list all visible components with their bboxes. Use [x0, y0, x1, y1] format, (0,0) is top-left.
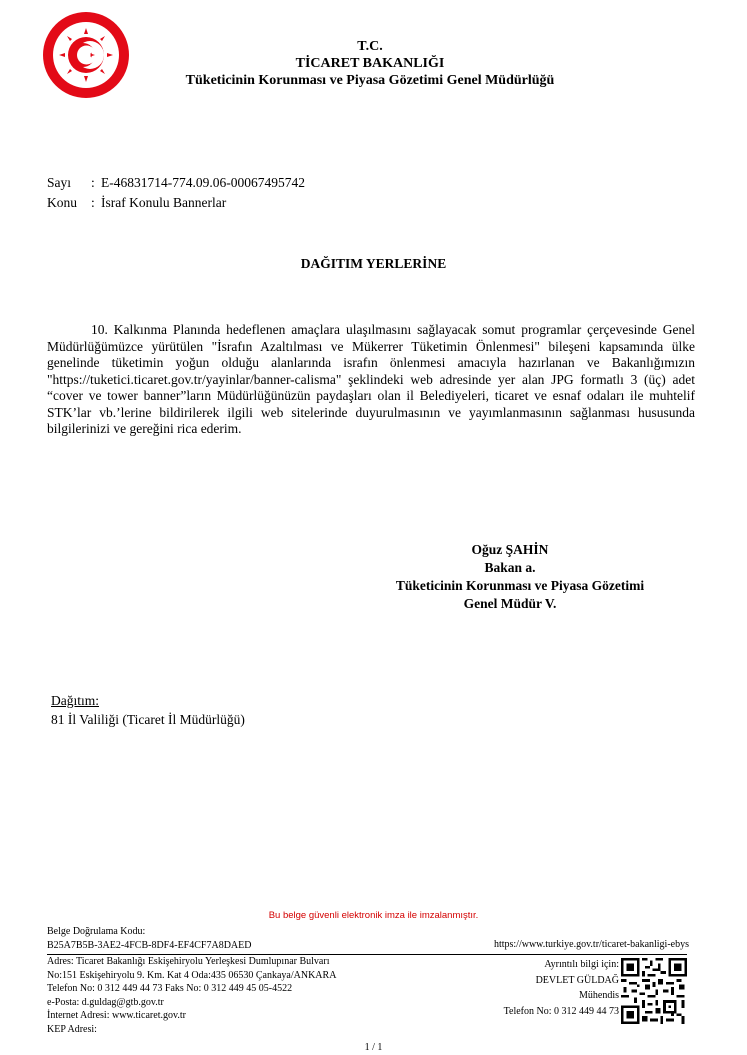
contact-info-label: Ayrıntılı bilgi için:	[544, 959, 619, 970]
email-address[interactable]: e-Posta: d.guldag@gtb.gov.tr	[47, 996, 164, 1008]
signer-role: Bakan a.	[484, 560, 536, 575]
contact-info-block	[504, 957, 619, 1019]
verification-url[interactable]: https://www.turkiye.gov.tr/ticaret-bakanligi-ebys	[493, 939, 689, 950]
reference-subject-value: İsraf Konulu Bannerlar	[101, 195, 227, 210]
reference-separator: :	[91, 195, 95, 210]
signer-title: Genel Müdür V.	[463, 596, 557, 611]
signature-block	[380, 541, 645, 613]
address-block	[47, 955, 336, 1036]
header-directorate: Tüketicinin Korunması ve Piyasa Gözetimi Genel Müdürlüğü	[185, 73, 555, 88]
verification-label: Belge Doğrulama Kodu:	[47, 926, 146, 937]
verification-code: B25A7B5B-3AE2-4FCB-8DF4-EF4CF7A8DAED	[47, 940, 252, 951]
reference-number-row	[47, 173, 305, 193]
body-paragraph: 10. Kalkınma Planında hedeflenen amaçlara ulaşılmasını sağlayacak somut programlar çerçevesinde Genel Müdürlüğümüzce yürütülen "İsrafın Azaltılması ve Mükerrer Tüketimin Önlenmesi" bileşeni kapsamında ülke genelinde tüketimin yoğun olduğu alanlarında israfın önlenmesi amacıyla hazırlanan ve Bakanlığımızın "https://tuketici.ticaret.gov.tr/yayinlar/banner-calisma" şeklindeki web adresinde yer alan JPG formatlı 3 (üç) adet “cover ve tower banner”ların Müdürlüğünüzün paydaşları olan il Belediyeleri, ticaret ve esnaf odaları ile muhtelif STK’lar vb.’lerine bildirilerek ilgili web sitelerinde duyurulmasının ve yayımlanmasının sağlanması hususunda bilgilerinizi ve gereğini rica ederim.	[47, 322, 695, 436]
signer-unit: Tüketicinin Korunması ve Piyasa Gözetimi	[395, 578, 645, 593]
header-country: T.C.	[357, 39, 383, 54]
contact-phone: Telefon No: 0 312 449 44 73	[503, 1005, 619, 1017]
reference-number-value: E-46831714-774.09.06-00067495742	[101, 175, 305, 190]
reference-number-label: Sayı	[47, 175, 72, 190]
distribution-item: 81 İl Valiliği (Ticaret İl Müdürlüğü)	[51, 712, 245, 727]
kep-address: KEP Adresi:	[47, 1023, 97, 1035]
header-ministry: TİCARET BAKANLIĞI	[295, 56, 445, 71]
web-address[interactable]: İnternet Adresi: www.ticaret.gov.tr	[47, 1010, 186, 1021]
distribution-heading: Dağıtım:	[51, 693, 99, 708]
reference-block	[47, 173, 305, 213]
distribution-block	[51, 691, 245, 729]
page-number: 1 / 1	[364, 1042, 383, 1053]
signer-name: Oğuz ŞAHİN	[471, 542, 549, 557]
contact-role: Mühendis	[579, 990, 619, 1001]
reference-subject-label: Konu	[47, 195, 77, 210]
document-title: DAĞITIM YERLERİNE	[300, 256, 447, 271]
verification-block	[47, 925, 251, 953]
address-line-2: No:151 Eskişehiryolu 9. Km. Kat 4 Oda:435 06530 Çankaya/ANKARA	[47, 969, 337, 981]
reference-subject-row	[47, 193, 305, 213]
contact-name: DEVLET GÜLDAĞ	[535, 974, 619, 986]
qr-code-icon	[621, 958, 687, 1024]
address-line-1: Adres: Ticaret Bakanlığı Eskişehiryolu Yerleşkesi Dumlupınar Bulvarı	[47, 956, 330, 967]
letterhead	[150, 38, 590, 89]
reference-separator: :	[91, 175, 95, 190]
esign-notice: Bu belge güvenli elektronik imza ile imzalanmıştır.	[268, 910, 479, 921]
phone-fax: Telefon No: 0 312 449 44 73 Faks No: 0 312 449 45 05-4522	[47, 983, 293, 994]
ministry-emblem-icon	[41, 10, 131, 100]
